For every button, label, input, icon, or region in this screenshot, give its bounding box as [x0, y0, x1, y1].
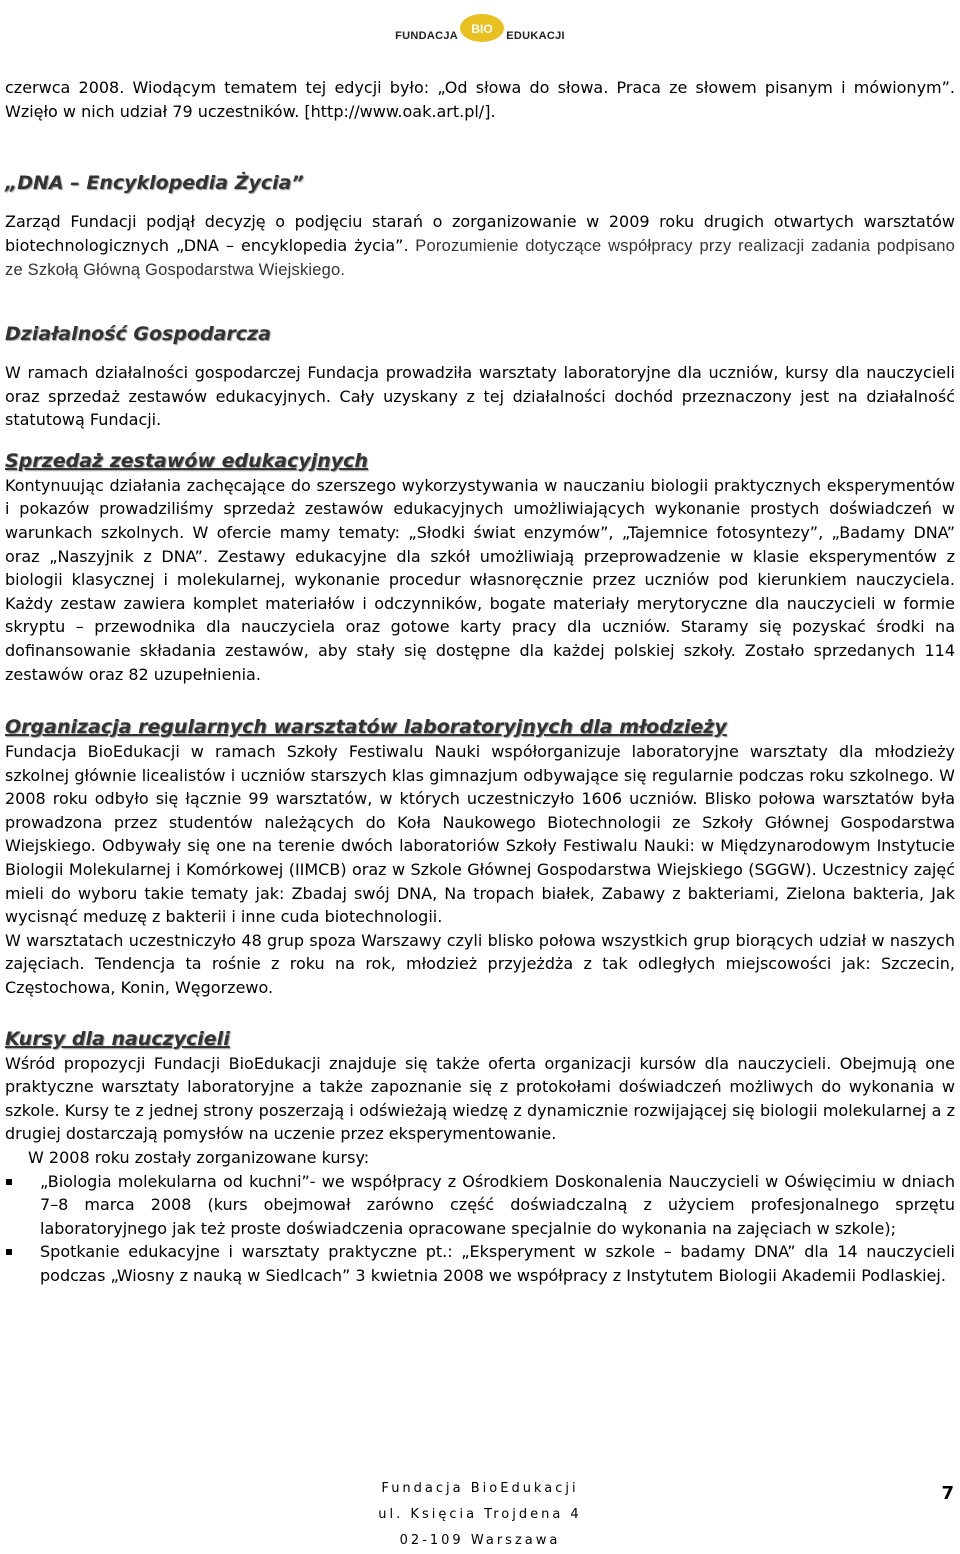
heading-kits-sales: Sprzedaż zestawów edukacyjnych — [5, 449, 368, 472]
footer-city: 02-109 Warszawa — [399, 1533, 561, 1548]
list-item: Spotkanie edukacyjne i warsztaty praktyczne pt.: „Eksperyment w szkole – badamy DNA” dla 14 nauczycieli podczas „Wiosny z nauką w Siedlcach” 3 kwietnia 2008 we współpracy z Instytutem Biologii Akademii Podlaskiej. — [5, 1240, 955, 1287]
footer-address — [0, 1476, 960, 1554]
footer-org-name: Fundacja BioEdukacji — [381, 1481, 579, 1496]
footer-street: ul. Księcia Trojdena 4 — [378, 1507, 582, 1522]
page-content — [5, 76, 955, 1288]
dna-paragraph — [5, 210, 955, 283]
foundation-logo — [0, 12, 960, 52]
intro-paragraph: czerwca 2008. Wiodącym tematem tej edycji było: „Od słowa do słowa. Praca ze słowem pisanym i mówionym”. Wzięło w nich udział 79 uczestników. [http://www.oak.art.pl/]. — [5, 78, 955, 121]
page-number: 7 — [941, 1483, 954, 1504]
courses-list — [5, 1170, 955, 1288]
logo-text-edukacji: EDUKACJI — [506, 30, 565, 42]
business-paragraph: W ramach działalności gospodarczej Fundacja prowadziła warsztaty laboratoryjne dla uczniów, kursy dla nauczycieli oraz sprzedaż zestawów edukacyjnych. Cały uzyskany z tej działalności dochód przeznaczony jest na działalność statutową Fundacji. — [5, 362, 955, 430]
heading-business-activity: Działalność Gospodarcza — [5, 322, 271, 345]
logo-text-bio: BIO — [471, 22, 493, 36]
heading-dna-encyclopedia: „DNA – Encyklopedia Życia” — [5, 172, 304, 195]
kits-paragraph: Kontynuując działania zachęcające do szerszego wykorzystywania w nauczaniu biologii praktycznych eksperymentów i pokazów prowadziliśmy sprzedaż zestawów edukacyjnych umożliwiających wykonanie prostych doświadczeń w warunkach szkolnych. W ofercie mamy tematy: „Słodki świat enzymów”, „Tajemnice fotosyntezy”, „Badamy DNA” oraz „Naszyjnik z DNA”. Zestawy edukacyjne dla szkół umożliwiają przeprowadzenie w klasie eksperymentów z biologii klasycznej i molekularnej, wykonanie procedur własnoręcznie przez uczniów pod kierunkiem nauczyciela. Każdy zestaw zawiera komplet materiałów i odczynników, bogate materiały merytoryczne dla nauczycieli w formie skryptu – przewodnika dla nauczyciela oraz gotowe karty pracy dla uczniów. Staramy się pozyskać środki na dofinansowanie składania zestawów, aby stały się dostępne dla każdej polskiej szkoły. Zostało sprzedanych 114 zestawów oraz 82 uzupełnienia. — [5, 475, 955, 684]
courses-lead: W 2008 roku zostały zorganizowane kursy: — [28, 1148, 370, 1167]
heading-teacher-courses: Kursy dla nauczycieli — [5, 1027, 230, 1050]
list-item: „Biologia molekularna od kuchni”- we współpracy z Ośrodkiem Doskonalenia Nauczycieli w Oświęcimiu w dniach 7–8 marca 2008 (kurs obejmował zarówno część doświadczalną z użyciem profesjonalnego sprzętu laboratoryjnego jak też proste doświadczenia opracowane specjalnie do wykonania na zajęciach w szkole); — [5, 1170, 955, 1241]
logo-ellipse-icon — [459, 12, 505, 48]
logo-text-fundacja: FUNDACJA — [395, 30, 459, 42]
workshops-paragraph-2: W warsztatach uczestniczyło 48 grup spoza Warszawy czyli blisko połowa wszystkich grup biorących udział w naszych zajęciach. Tendencja ta rośnie z roku na rok, młodzież przyjeżdża z tak odległych miejscowości jak: Szczecin, Częstochowa, Konin, Węgorzewo. — [5, 930, 955, 998]
dna-text-part1: Zarząd Fundacji podjął decyzję o podjęciu starań o zorganizowanie w 2009 roku drugich otwartych warsztatów biotechnologicznych „DNA – encyklopedia życia”. — [5, 212, 955, 255]
dna-text-part2: Porozumienie dotyczące współpracy przy realizacji zadania podpisano ze Szkołą Główną Gospodarstwa Wiejskiego. — [5, 236, 955, 280]
teachers-paragraph: Wśród propozycji Fundacji BioEdukacji znajduje się także oferta organizacji kursów dla nauczycieli. Obejmują one praktyczne warsztaty laboratoryjne a także zapoznanie się z protokołami doświadczeń możliwych do wykonania w szkole. Kursy te z jednej strony poszerzają i odświeżają wiedzę z dynamicznie rozwijającej się biologii molekularnej a z drugiej dostarczają pomysłów na uczenie przez eksperymentowanie. — [5, 1053, 955, 1144]
workshops-paragraph-1: Fundacja BioEdukacji w ramach Szkoły Festiwalu Nauki współorganizuje laboratoryjne warsztaty dla młodzieży szkolnej głównie licealistów i uczniów starszych klas gimnazjum odbywające się regularnie podczas roku szkolnego. W 2008 roku odbyło się łącznie 99 warsztatów, w których uczestniczyło 1606 uczniów. Blisko połowa warsztatów była prowadzona przez studentów należących do Koła Naukowego Biotechnologii ze Szkoły Głównej Gospodarstwa Wiejskiego. Odbywały się one na terenie dwóch laboratoriów Szkoły Festiwalu Nauki: w Międzynarodowym Instytucie Biologii Molekularnej i Komórkowej (IIMCB) oraz w Szkole Głównej Gospodarstwa Wiejskiego (SGGW). Uczestnicy zajęć mieli do wyboru takie tematy jak: Zbadaj swój DNA, Na tropach białek, Zabawy z bakteriami, Zielona bakteria, Jak wycisnąć meduzę z bakterii i inne cuda biotechnologii. — [5, 742, 955, 927]
heading-lab-workshops: Organizacja regularnych warsztatów laboratoryjnych dla młodzieży — [5, 716, 727, 739]
